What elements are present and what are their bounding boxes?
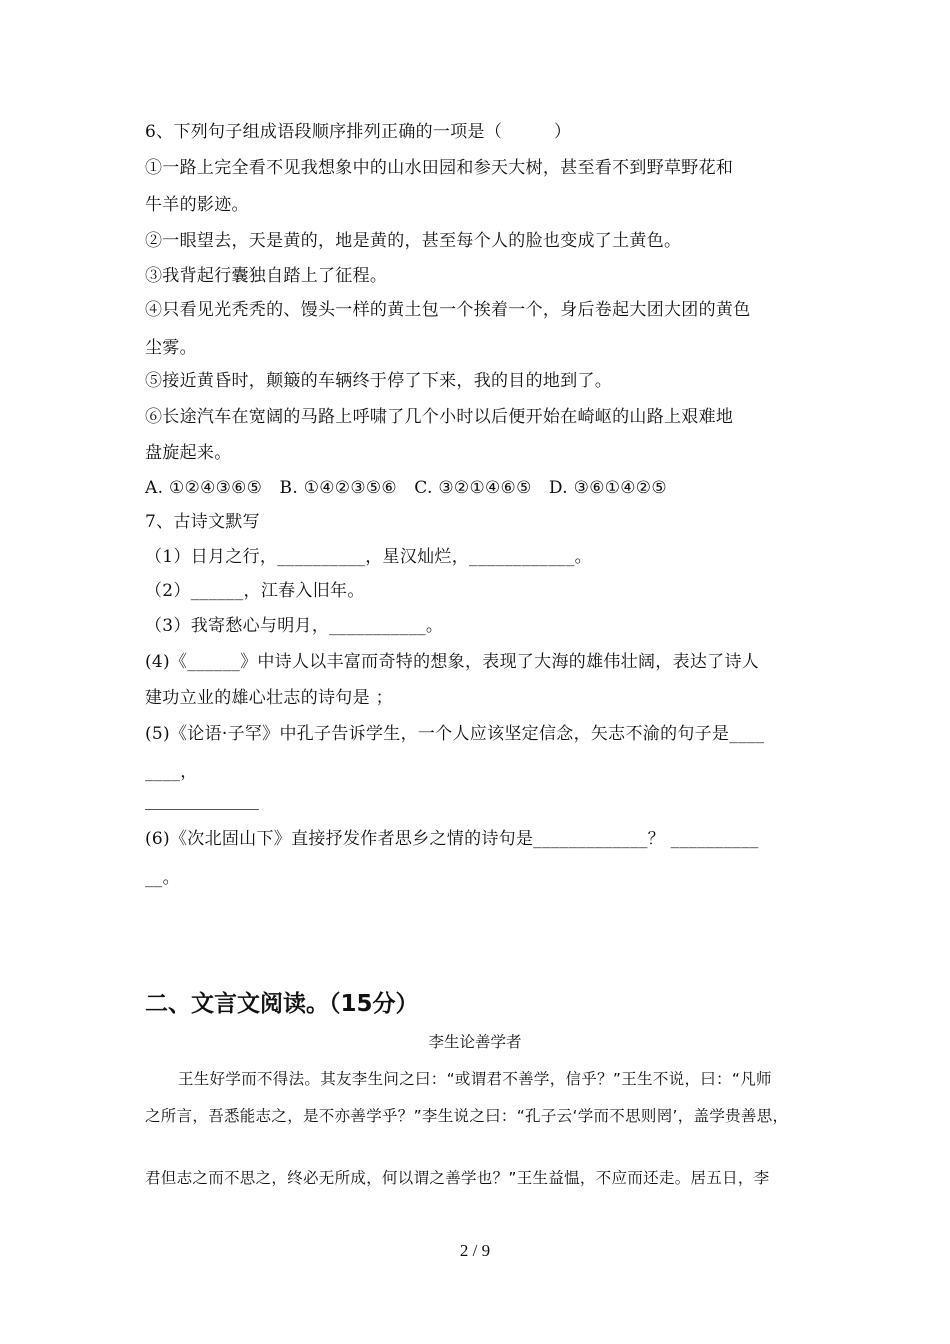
passage-line-2: 之所言，吾悉能志之，是不亦善学乎？”李生说之曰：“孔子云‘学而不思则罔’，盖学贵善思，	[145, 1107, 789, 1125]
page-number: 2 / 9	[459, 1241, 491, 1260]
section-2-heading: 二、文言文阅读。（15分）	[145, 991, 419, 1017]
sentence-3: ③我背起行囊独自踏上了征程。	[145, 266, 388, 286]
question-6-title: 6、下列句子组成语段顺序排列正确的一项是（ ）	[145, 122, 572, 142]
poem-item-5-cont: ____，	[145, 762, 198, 782]
poem-item-2: （2）______，江春入旧年。	[145, 581, 365, 601]
poem-item-4: (4)《______》中诗人以丰富而奇特的想象，表现了大海的雄伟壮阔，表达了诗人	[145, 652, 760, 672]
sentence-6: ⑥长途汽车在宽阔的马路上呼啸了几个小时以后便开始在崎岖的山路上艰难地	[145, 407, 734, 427]
poem-item-3: （3）我寄愁心与明月，___________。	[145, 616, 444, 636]
poem-item-5: (5)《论语·子罕》中孔子告诉学生，一个人应该坚定信念，矢志不渝的句子是____	[145, 724, 765, 744]
poem-item-6-cont: __。	[145, 868, 180, 888]
question-7-title: 7、古诗文默写	[145, 512, 260, 532]
passage-line-3: 君但志之而不思之，终必无所成，何以谓之善学也？”王生益愠，不应而还走。居五日，李	[145, 1169, 770, 1187]
poem-item-1: （1）日月之行，__________，星汉灿烂，____________。	[145, 547, 592, 567]
sentence-1: ①一路上完全看不见我想象中的山水田园和参天大树，甚至看不到野草野花和	[145, 158, 734, 178]
passage-title: 李生论善学者	[428, 1033, 522, 1051]
sentence-1-cont: 牛羊的影迹。	[145, 195, 249, 215]
poem-item-6: (6)《次北固山下》直接抒发作者思乡之情的诗句是_____________？ __________	[145, 829, 759, 849]
answer-blank-line	[145, 809, 259, 810]
sentence-6-cont: 盘旋起来。	[145, 443, 232, 463]
answer-options: A. ①②④③⑥⑤ B. ①④②③⑤⑥ C. ③②①④⑥⑤ D. ③⑥①④②⑤	[145, 478, 667, 498]
sentence-4-cont: 尘雾。	[145, 338, 197, 358]
poem-item-4-cont: 建功立业的雄心壮志的诗句是 ；	[145, 688, 393, 708]
sentence-2: ②一眼望去，天是黄的，地是黄的，甚至每个人的脸也变成了土黄色。	[145, 231, 682, 251]
passage-line-1: 王生好学而不得法。其友李生问之曰：“或谓君不善学，信乎？”王生不说，曰：“凡师	[178, 1070, 772, 1088]
sentence-4: ④只看见光秃秃的、馒头一样的黄土包一个挨着一个，身后卷起大团大团的黄色	[145, 300, 751, 320]
sentence-5: ⑤接近黄昏时，颠簸的车辆终于停了下来，我的目的地到了。	[145, 371, 613, 391]
